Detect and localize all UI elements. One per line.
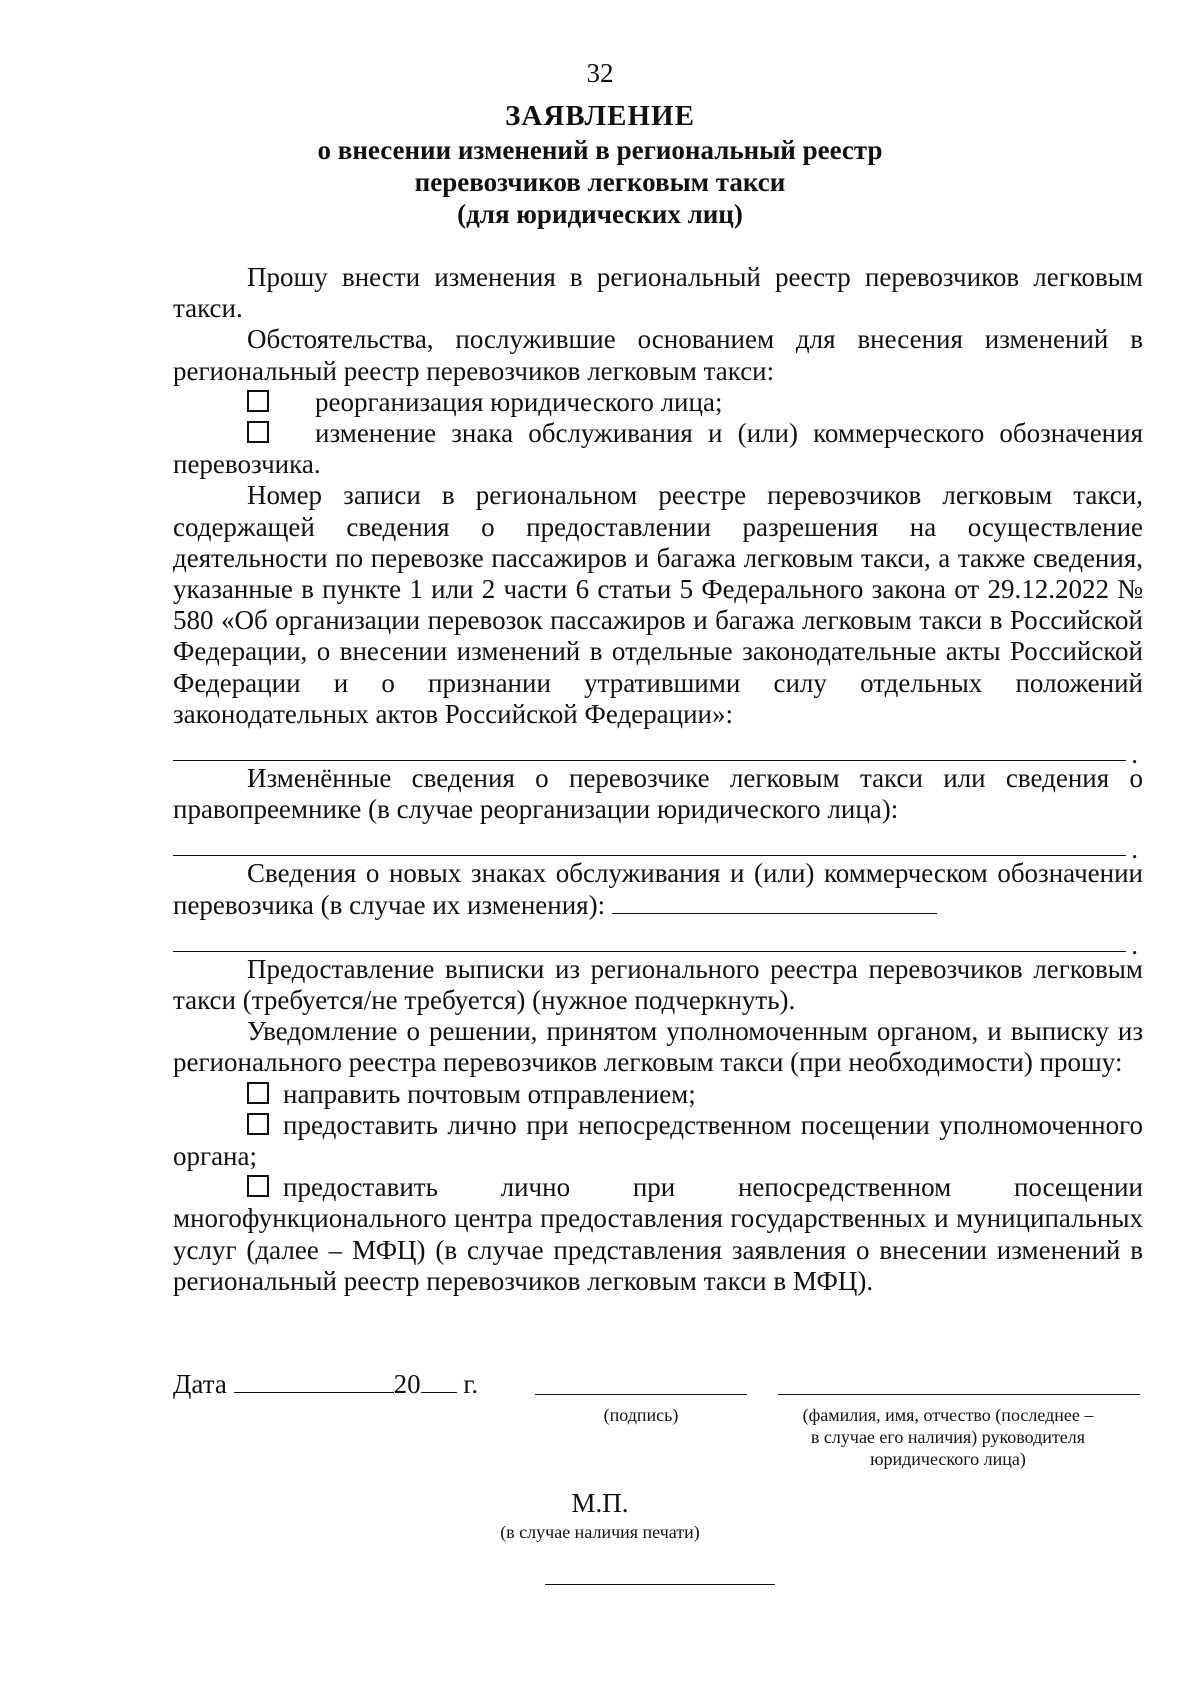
option-sign-change	[173, 418, 1143, 480]
stamp-label: М.П.	[571, 1488, 629, 1518]
stamp-caption: (в случае наличия печати)	[500, 1522, 700, 1542]
date-row	[173, 1368, 478, 1400]
checkbox-mail[interactable]	[247, 1082, 269, 1104]
checkbox-reorganization[interactable]	[247, 390, 269, 412]
option-reorganization-label: реорганизация юридического лица;	[315, 386, 723, 417]
paragraph-new-signs-text: Сведения о новых знаках обслуживания и (или) коммерческом обозначении перевозчика (в случае их изменения):	[173, 858, 1143, 920]
year-prefix: 20	[393, 1369, 421, 1399]
full-name-caption-line-3: юридического лица)	[870, 1449, 1026, 1469]
paragraph-request: Прошу внести изменения в региональный реестр перевозчиков легковым такси.	[173, 262, 1143, 324]
checkbox-mfc[interactable]	[247, 1175, 269, 1197]
new-signs-inline-field[interactable]	[612, 891, 937, 914]
document-heading	[0, 100, 1200, 230]
option-reorganization	[173, 387, 1143, 418]
heading-line-1: о внесении изменений в региональный реестр	[317, 135, 883, 165]
full-name-line[interactable]	[778, 1394, 1140, 1395]
date-label: Дата	[173, 1369, 227, 1399]
checkbox-sign-change[interactable]	[247, 421, 269, 443]
document-title: ЗАЯВЛЕНИЕ	[505, 100, 695, 132]
checkbox-personal[interactable]	[247, 1113, 269, 1135]
document-body	[173, 262, 1143, 1297]
changed-info-field[interactable]	[173, 825, 1138, 865]
heading-line-2: перевозчиков легковым такси	[414, 167, 786, 197]
line-end-dot: .	[1131, 738, 1138, 769]
option-mfc	[173, 1172, 1143, 1297]
option-personal	[173, 1110, 1143, 1172]
line-end-dot: .	[1131, 929, 1138, 960]
option-mail-label: направить почтовым отправлением;	[283, 1078, 696, 1109]
page-number: 32	[586, 58, 614, 88]
paragraph-changed-info: Изменённые сведения о перевозчике легковым такси или сведения о правопреемнике (в случае реорганизации юридического лица):	[173, 763, 1143, 825]
year-field[interactable]	[421, 1368, 457, 1393]
signature-caption: (подпись)	[603, 1405, 679, 1425]
option-mfc-label: предоставить лично при непосредственном посещении многофункционального центра предоставления государственных и муниципальных услуг (далее – МФЦ) (в случае представления заявления о внесении изменений в региональный реестр перевозчиков легковым такси в МФЦ).	[173, 1172, 1143, 1296]
paragraph-extract: Предоставление выписки из регионального реестра перевозчиков легковым такси (требуется/не требуется) (нужное подчеркнуть).	[173, 953, 1143, 1016]
paragraph-registry-number: Номер записи в региональном реестре перевозчиков легковым такси, содержащей сведения о предоставлении разрешения на осуществление деятельности по перевозке пассажиров и багажа легковым такси, а также сведения, указанные в пункте 1 или 2 части 6 статьи 5 Федерального закона от 29.12.2022 № 580 «Об организации перевозок пассажиров и багажа легковым такси в Российской Федерации, о внесении изменений в отдельные законодательные акты Российской Федерации и о признании утратившими силу отдельных положений законодательных актов Российской Федерации»:	[173, 480, 1143, 729]
full-name-caption	[748, 1404, 1148, 1470]
paragraph-notification: Уведомление о решении, принятом уполномоченным органом, и выписку из регионального реестра перевозчиков легковым такси (при необходимости) прошу:	[173, 1016, 1143, 1078]
option-mail	[173, 1079, 1143, 1110]
closing-rule	[545, 1584, 775, 1585]
paragraph-circumstances: Обстоятельства, послужившие основанием для внесения изменений в региональный реестр перевозчиков легковым такси:	[173, 324, 1143, 386]
heading-line-3: (для юридических лиц)	[457, 199, 743, 229]
paragraph-new-signs	[173, 858, 1143, 920]
option-personal-label: предоставить лично при непосредственном посещении уполномоченного органа;	[173, 1109, 1143, 1172]
line-end-dot: .	[1131, 834, 1138, 865]
year-suffix: г.	[463, 1369, 479, 1399]
full-name-caption-line-1: (фамилия, имя, отчество (последнее –	[802, 1405, 1094, 1425]
signature-line[interactable]	[535, 1394, 747, 1395]
date-field[interactable]	[234, 1368, 394, 1393]
new-signs-field[interactable]	[173, 921, 1138, 960]
option-sign-change-label: изменение знака обслуживания и (или) коммерческого обозначения перевозчика.	[173, 418, 1143, 480]
registry-number-field[interactable]	[173, 730, 1138, 769]
full-name-caption-line-2: в случае его наличия) руководителя	[810, 1427, 1086, 1447]
